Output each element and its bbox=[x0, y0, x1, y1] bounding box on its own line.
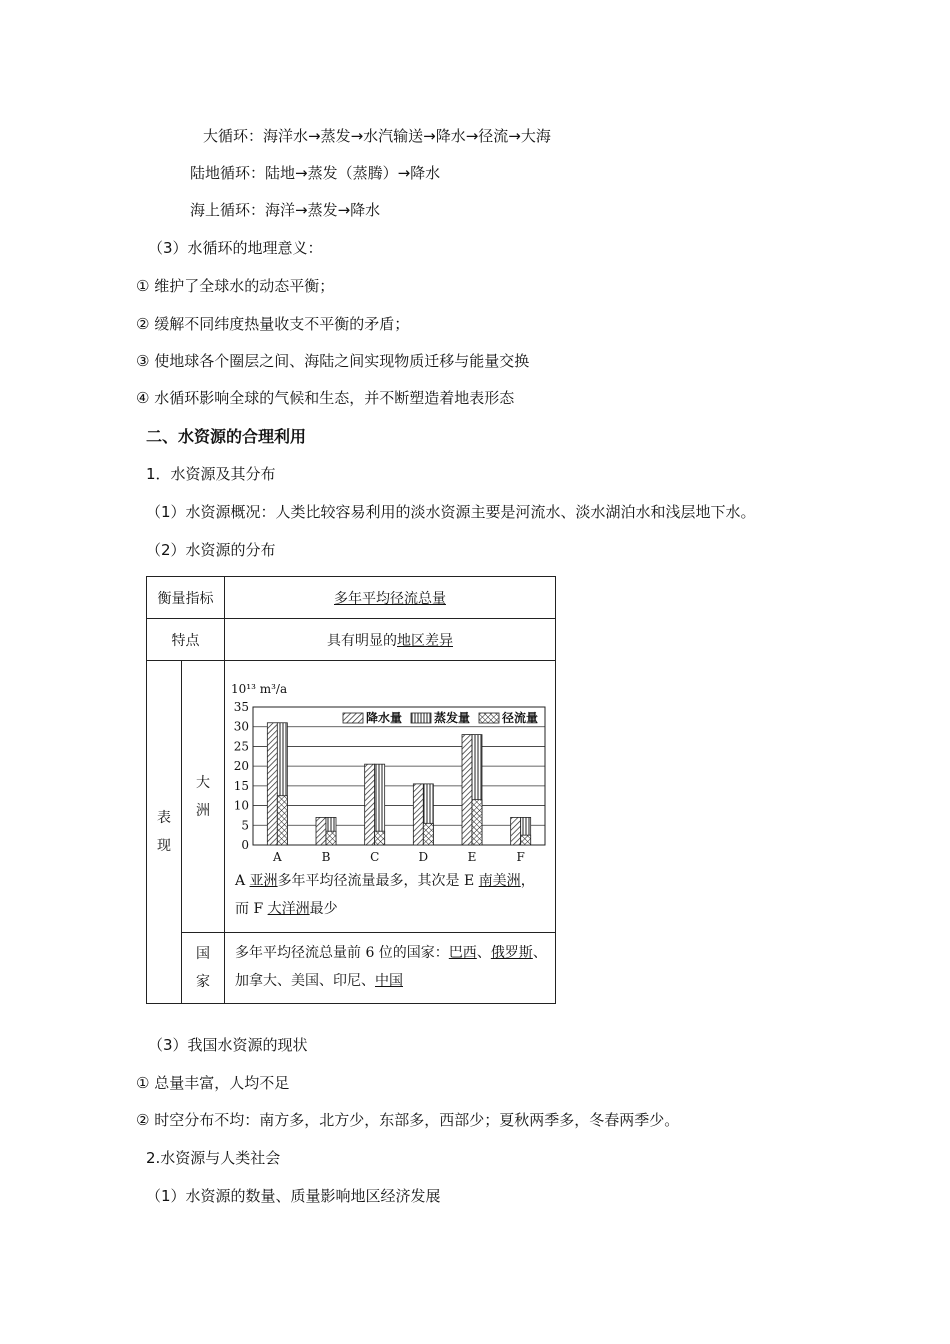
continent-desc-oceania: 大洋洲 bbox=[267, 900, 310, 917]
country-label-char-1: 国 bbox=[196, 946, 210, 962]
continent-label-char-2: 洲 bbox=[196, 802, 210, 819]
significance-item-3: ③ 使地球各个圈层之间、海陆之间实现物质迁移与能量交换 bbox=[136, 352, 530, 370]
legend-label: 蒸发量 bbox=[434, 710, 471, 725]
china-status-title: （3）我国水资源的现状 bbox=[148, 1036, 308, 1054]
legend-swatch bbox=[479, 713, 499, 723]
bar-precipitation bbox=[413, 783, 423, 844]
economy-impact-line: （1）水资源的数量、质量影响地区经济发展 bbox=[146, 1187, 441, 1205]
bar-precipitation bbox=[511, 817, 521, 845]
china-status-item-2: ② 时空分布不均：南方多，北方少，东部多，西部少；夏秋两季多，冬春两季少。 bbox=[136, 1111, 680, 1129]
x-tick-label: E bbox=[467, 849, 477, 864]
y-tick-label: 25 bbox=[233, 738, 249, 753]
legend-label: 径流量 bbox=[502, 710, 539, 725]
indicator-value-text: 多年平均径流总量 bbox=[334, 590, 446, 607]
sea-cycle-line: 海上循环：海洋→蒸发→降水 bbox=[190, 201, 381, 219]
x-tick-label: A bbox=[272, 849, 282, 864]
section-heading-water-resources: 二、水资源的合理利用 bbox=[146, 427, 307, 446]
continent-desc-asia: 亚洲 bbox=[249, 872, 278, 889]
y-tick-label: 30 bbox=[233, 719, 249, 734]
bar-precipitation bbox=[365, 764, 375, 845]
x-tick-label: C bbox=[370, 849, 380, 864]
feature-value-underlined: 地区差异 bbox=[397, 632, 453, 649]
subsection-2-title: 2.水资源与人类社会 bbox=[146, 1149, 281, 1167]
continent-cell bbox=[225, 661, 556, 933]
country-description bbox=[225, 933, 556, 1004]
y-tick-label: 10 bbox=[233, 798, 249, 813]
x-tick-label: B bbox=[321, 849, 331, 864]
y-tick-label: 5 bbox=[241, 817, 249, 832]
continent-label-char-1: 大 bbox=[196, 774, 210, 791]
x-tick-label: D bbox=[418, 849, 429, 864]
manifestation-label bbox=[147, 661, 182, 1004]
y-tick-label: 15 bbox=[233, 778, 249, 793]
subsection-1-title: 1．水资源及其分布 bbox=[146, 465, 276, 483]
country-desc-china: 中国 bbox=[375, 973, 403, 989]
y-tick-label: 0 bbox=[241, 837, 249, 852]
legend-label: 降水量 bbox=[366, 710, 403, 725]
continent-desc-south-america: 南美洲 bbox=[478, 872, 521, 889]
country-label bbox=[182, 933, 225, 1004]
significance-title: （3）水循环的地理意义： bbox=[148, 239, 323, 257]
bar-runoff bbox=[423, 823, 433, 845]
continent-desc-part-3: ，而 F bbox=[235, 872, 535, 917]
feature-value-prefix: 具有明显的 bbox=[327, 632, 397, 649]
plot-frame bbox=[253, 707, 545, 845]
continent-desc-part-1: A bbox=[235, 872, 250, 889]
significance-item-4: ④ 水循环影响全球的气候和生态，并不断塑造着地表形态 bbox=[136, 389, 515, 407]
y-axis-unit-label: 10¹³ m³/a bbox=[231, 681, 288, 696]
china-status-item-1: ① 总量丰富，人均不足 bbox=[136, 1074, 290, 1092]
continent-desc-part-2: 多年平均径流量最多，其次是 E bbox=[277, 872, 479, 889]
country-desc-part-2: 、加拿大、美国、印尼、 bbox=[235, 945, 547, 989]
bar-precipitation bbox=[267, 722, 277, 844]
y-tick-label: 20 bbox=[233, 758, 249, 773]
legend-swatch bbox=[343, 713, 363, 723]
bar-precipitation bbox=[462, 734, 472, 844]
country-desc-sep: 、 bbox=[476, 945, 491, 961]
manifestation-label-char-1: 表 bbox=[157, 810, 171, 826]
bar-runoff bbox=[277, 795, 287, 844]
land-cycle-line: 陆地循环：陆地→蒸发（蒸腾）→降水 bbox=[190, 164, 441, 182]
runoff-bar-chart bbox=[225, 663, 555, 867]
distribution-table bbox=[146, 576, 556, 1004]
legend-swatch bbox=[411, 713, 431, 723]
significance-item-2: ② 缓解不同纬度热量收支不平衡的矛盾； bbox=[136, 315, 410, 333]
x-tick-label: F bbox=[516, 849, 525, 864]
bar-runoff bbox=[375, 831, 385, 845]
continent-desc-part-4: 最少 bbox=[309, 900, 338, 917]
significance-item-1: ① 维护了全球水的动态平衡； bbox=[136, 277, 335, 295]
bar-runoff bbox=[521, 835, 531, 845]
water-distribution-title: （2）水资源的分布 bbox=[146, 541, 276, 559]
indicator-value bbox=[225, 577, 556, 619]
feature-label: 特点 bbox=[147, 619, 225, 661]
manifestation-label-char-2: 现 bbox=[157, 838, 171, 854]
indicator-label: 衡量指标 bbox=[147, 577, 225, 619]
bar-runoff bbox=[326, 831, 336, 845]
country-desc-part-1: 多年平均径流总量前 6 位的国家： bbox=[235, 945, 449, 961]
continent-label bbox=[182, 661, 225, 933]
water-resource-overview: （1）水资源概况：人类比较容易利用的淡水资源主要是河流水、淡水湖泊水和浅层地下水。 bbox=[146, 503, 756, 521]
country-desc-russia: 俄罗斯 bbox=[490, 945, 533, 961]
big-cycle-line: 大循环：海洋水→蒸发→水汽输送→降水→径流→大海 bbox=[203, 127, 551, 145]
y-tick-label: 35 bbox=[233, 699, 249, 714]
bar-runoff bbox=[472, 799, 482, 844]
bar-precipitation bbox=[316, 817, 326, 845]
continent-description bbox=[225, 867, 555, 931]
country-label-char-2: 家 bbox=[196, 974, 210, 990]
country-desc-brazil: 巴西 bbox=[448, 945, 477, 961]
feature-value bbox=[225, 619, 556, 661]
